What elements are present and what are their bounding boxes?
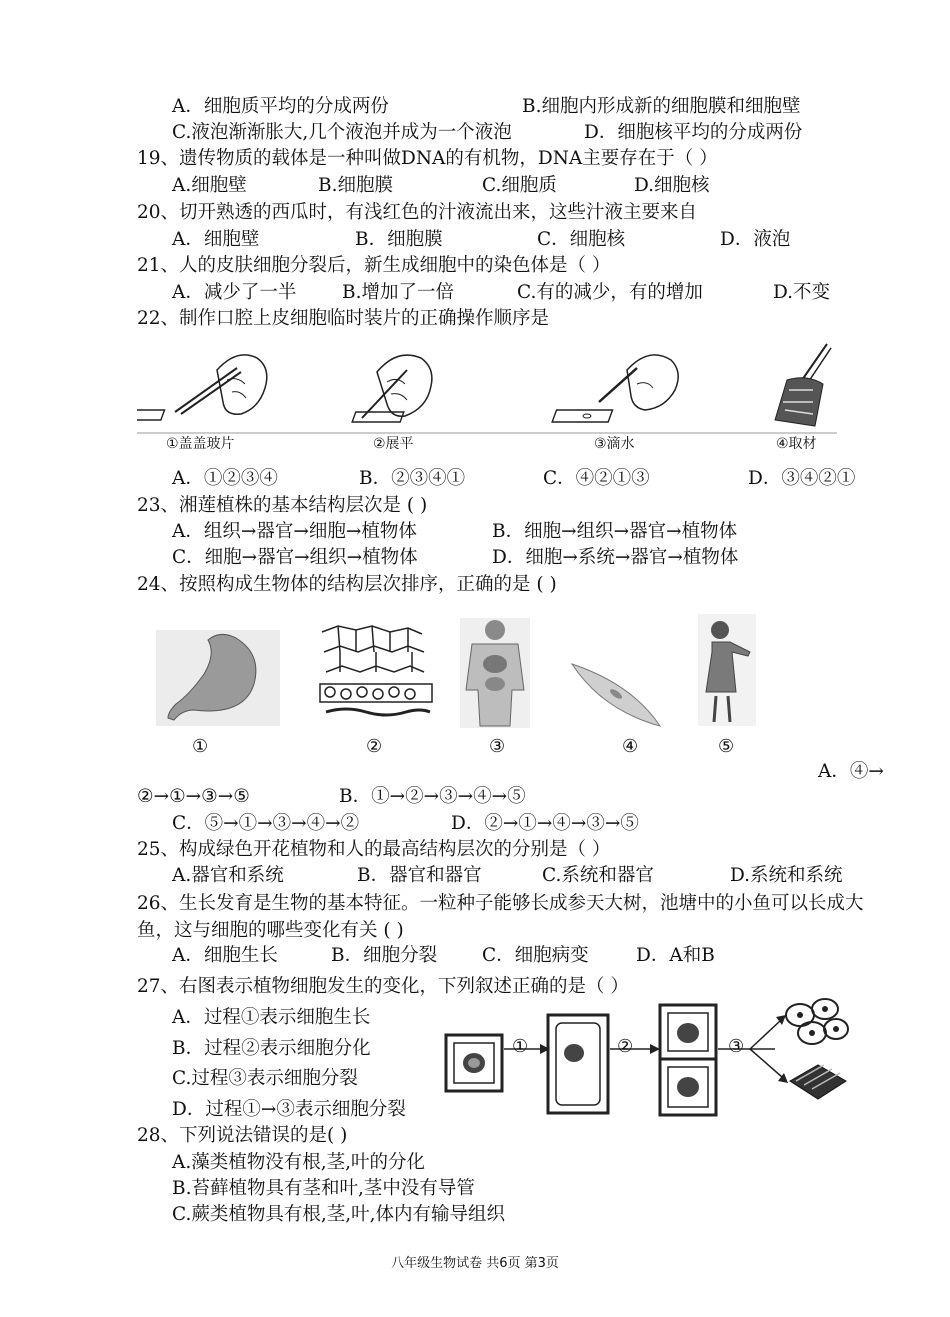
q19-option-c: C.细胞质 [482,175,557,196]
divided-cells [660,1005,716,1115]
step1-illustration [137,355,267,420]
q21-option-a: A．减少了一半 [172,282,297,303]
q22-option-c: C．④②①③ [543,468,650,489]
q26-option-c: C．细胞病变 [482,945,589,966]
step2-illustration [352,355,432,422]
q18-option-d: D．细胞核平均的分成两份 [584,122,803,143]
cell-cluster [786,999,848,1044]
q18-option-c: C.液泡渐渐胀大,几个液泡并成为一个液泡 [172,122,512,143]
step3-illustration [552,355,678,422]
q22-stem: 22、制作口腔上皮细胞临时装片的正确操作顺序是 [137,308,550,329]
q22-steps-figure [137,340,837,440]
q20-option-d: D．液泡 [720,229,791,250]
grown-cell [548,1015,608,1113]
q27-option-c: C.过程③表示细胞分裂 [172,1068,358,1089]
conducting-tissue [790,1065,846,1099]
q22-option-b: B．②③④① [359,468,466,489]
person-image [698,614,756,726]
q20-option-a: A．细胞壁 [172,229,260,250]
q24-label-1: ① [192,736,209,757]
q18-option-a: A．细胞质平均的分成两份 [172,96,389,117]
step4-illustration [775,344,831,426]
q27-option-a: A．过程①表示细胞生长 [172,1007,371,1028]
q20-option-c: C．细胞核 [537,229,626,250]
q21-option-d: D.不变 [773,282,831,303]
q24-label-3: ③ [489,736,506,757]
q25-option-c: C.系统和器官 [542,865,654,886]
tissue-image [320,626,432,715]
q24-label-2: ② [366,736,383,757]
q22-option-d: D．③④②① [748,468,856,489]
q28-option-a: A.藻类植物没有根,茎,叶的分化 [172,1152,426,1173]
q24-option-a-end: ②→①→③→⑤ [137,786,250,807]
q24-figures [150,612,770,732]
q19-option-b: B.细胞膜 [318,175,393,196]
q25-stem: 25、构成绿色开花植物和人的最高结构层次的分别是（ ） [137,839,611,860]
q27-arrow-label-1: ① [512,1036,529,1057]
stomach-image [156,630,280,726]
q27-option-d: D．过程①→③表示细胞分裂 [172,1099,406,1120]
q20-stem: 20、切开熟透的西瓜时，有浅红色的汁液流出来，这些汁液主要来自 [137,202,698,223]
page-footer: 八年级生物试卷 共6页 第3页 [391,1256,559,1271]
q22-caption-3: ③滴水 [594,436,635,452]
q23-option-a: A．组织→器官→细胞→植物体 [172,521,417,542]
q27-stem: 27、右图表示植物细胞发生的变化，下列叙述正确的是（ ） [137,976,629,997]
q28-option-c: C.蕨类植物具有根,茎,叶,体内有输导组织 [172,1204,506,1225]
q24-option-a-start: A．④→ [818,761,884,782]
q24-label-5: ⑤ [718,736,735,757]
q24-option-b: B．①→②→③→④→⑤ [339,786,526,807]
q23-option-d: D．细胞→系统→器官→植物体 [492,547,739,568]
q28-option-b: B.苔藓植物具有茎和叶,茎中没有导管 [172,1178,475,1199]
q27-cell-change-figure [440,995,850,1125]
q19-stem: 19、遗传物质的载体是一种叫做DNA的有机物，DNA主要存在于（ ） [137,148,718,169]
q24-option-d: D．②→①→④→③→⑤ [451,813,639,834]
q19-option-a: A.细胞壁 [172,175,247,196]
q18-option-b: B.细胞内形成新的细胞膜和细胞壁 [522,96,801,117]
q26-option-a: A．细胞生长 [172,945,278,966]
small-cell [446,1035,502,1091]
q27-arrow-label-2: ② [617,1036,634,1057]
q25-option-b: B．器官和器官 [357,865,482,886]
spindle-cell-image [572,664,660,726]
q23-option-c: C．细胞→器官→组织→植物体 [172,547,418,568]
q26-option-b: B．细胞分裂 [331,945,438,966]
q22-caption-4: ④取材 [776,436,817,452]
q21-stem: 21、人的皮肤细胞分裂后，新生成细胞中的染色体是（ ） [137,255,611,276]
q25-option-d: D.系统和系统 [730,865,843,886]
q21-option-c: C.有的减少，有的增加 [517,282,703,303]
q23-stem: 23、湘莲植株的基本结构层次是 ( ) [137,495,428,516]
q26-option-d: D．A和B [636,945,715,966]
q27-arrow-label-3: ③ [728,1036,745,1057]
q23-option-b: B．细胞→组织→器官→植物体 [492,521,738,542]
q24-label-4: ④ [622,736,639,757]
q22-caption-2: ②展平 [373,436,414,452]
q24-option-c: C．⑤→①→③→④→② [172,813,360,834]
q22-caption-1: ①盖盖玻片 [166,436,235,452]
q25-option-a: A.器官和系统 [172,865,284,886]
human-organ-system-image [460,618,530,728]
q28-stem: 28、下列说法错误的是( ) [137,1125,348,1146]
q24-stem: 24、按照构成生物体的结构层次排序，正确的是 ( ) [137,574,557,595]
q21-option-b: B.增加了一倍 [342,282,454,303]
q19-option-d: D.细胞核 [634,175,710,196]
q26-stem: 26、生长发育是生物的基本特征。一粒种子能够长成参天大树，池塘中的小鱼可以长成大鱼，这与细胞的哪些变化有关 ( ) [137,893,864,941]
q20-option-b: B．细胞膜 [355,229,443,250]
q27-option-b: B．过程②表示细胞分化 [172,1038,371,1059]
q22-option-a: A．①②③④ [172,468,278,489]
